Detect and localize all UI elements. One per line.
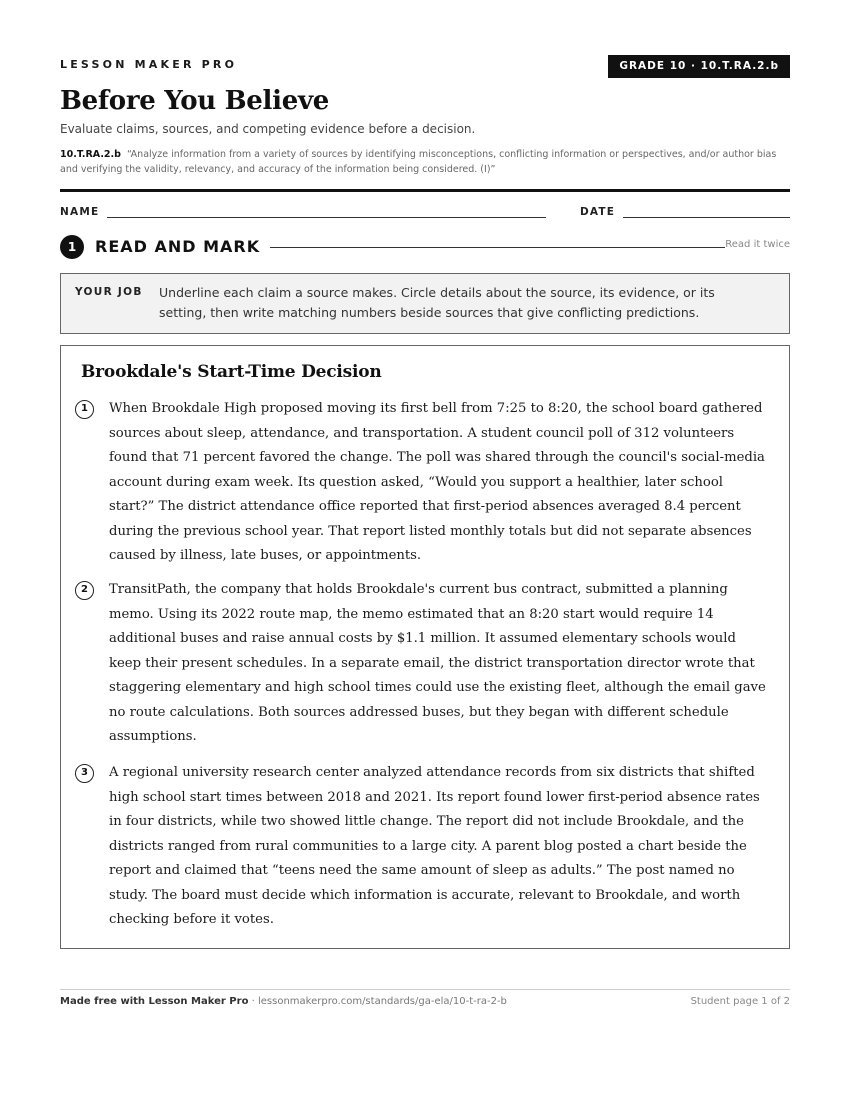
worksheet-page	[60, 0, 790, 1100]
passage-title: Brookdale's Start-Time Decision	[81, 362, 382, 382]
header-divider	[60, 189, 790, 192]
standard-text: “Analyze information from a variety of sources by identifying misconceptions, conflicting information or perspectives, and/or author bias and verifying the validity, relevancy, and accuracy of the information being considered. (I)”	[60, 149, 777, 175]
section-divider	[270, 247, 725, 248]
paragraph-text: When Brookdale High proposed moving its first bell from 7:25 to 8:20, the school board gathered sources about sleep, attendance, and transportation. A student council poll of 312 volunteers found that 71 percent favored the change. The poll was shared through the council's social-media account during exam week. Its question asked, “Would you support a healthier, later school start?” The district attendance office reported that first-period absences averaged 8.4 percent during the previous school year. That report listed monthly totals but did not separate absences caused by illness, late buses, or appointments.	[109, 401, 765, 563]
footer-made-with: Made free with Lesson Maker Pro	[60, 996, 249, 1007]
name-date-row	[60, 206, 790, 220]
job-text: Underline each claim a source makes. Circle details about the source, its evidence, or its setting, then write matching numbers beside sources that give conflicting predictions.	[159, 285, 715, 320]
footer-divider	[60, 989, 790, 990]
brand-name: LESSON MAKER PRO	[60, 58, 238, 71]
job-label: YOUR JOB	[75, 286, 143, 298]
name-label: NAME	[60, 206, 100, 218]
date-field[interactable]	[623, 217, 790, 218]
paragraph-number: 3	[75, 764, 94, 783]
paragraph-number: 2	[75, 581, 94, 600]
standard-description	[60, 147, 790, 177]
page-title: Before You Believe	[60, 86, 329, 116]
page-number: Student page 1 of 2	[690, 996, 790, 1007]
date-label: DATE	[580, 206, 616, 218]
section-number: 1	[60, 235, 84, 259]
standard-code: 10.T.RA.2.b	[60, 149, 121, 160]
page-subtitle: Evaluate claims, sources, and competing evidence before a decision.	[60, 122, 476, 136]
section-note: Read it twice	[725, 239, 790, 250]
section-header	[60, 234, 790, 258]
reading-passage	[60, 345, 790, 949]
name-field[interactable]	[107, 217, 546, 218]
grade-badge: GRADE 10 · 10.T.RA.2.b	[608, 55, 790, 78]
paragraph-text: TransitPath, the company that holds Brookdale's current bus contract, submitted a planning memo. Using its 2022 route map, the memo estimated that an 8:20 start would require 14 additional buses and raise annual costs by $1.1 million. It assumed elementary schools would keep their present schedules. In a separate email, the district transportation director wrote that staggering elementary and high school times could use the existing fleet, although the email gave no route calculations. Both sources addressed buses, but they began with different schedule assumptions.	[109, 582, 766, 744]
paragraph-number: 1	[75, 400, 94, 419]
section-title: READ AND MARK	[95, 237, 261, 256]
footer-url[interactable]: · lessonmakerpro.com/standards/ga-ela/10-t-ra-2-b	[248, 996, 507, 1007]
job-instructions	[60, 273, 790, 334]
header	[60, 55, 790, 79]
footer-credit	[60, 996, 507, 1007]
paragraph-text: A regional university research center analyzed attendance records from six districts that shifted high school start times between 2018 and 2021. Its report found lower first-period absence rates in four districts, while two showed little change. The report did not include Brookdale, and the districts ranged from rural communities to a large city. A parent blog posted a chart beside the report and claimed that “teens need the same amount of sleep as adults.” The post named no study. The board must decide which information is accurate, relevant to Brookdale, and worth checking before it votes.	[109, 765, 760, 927]
